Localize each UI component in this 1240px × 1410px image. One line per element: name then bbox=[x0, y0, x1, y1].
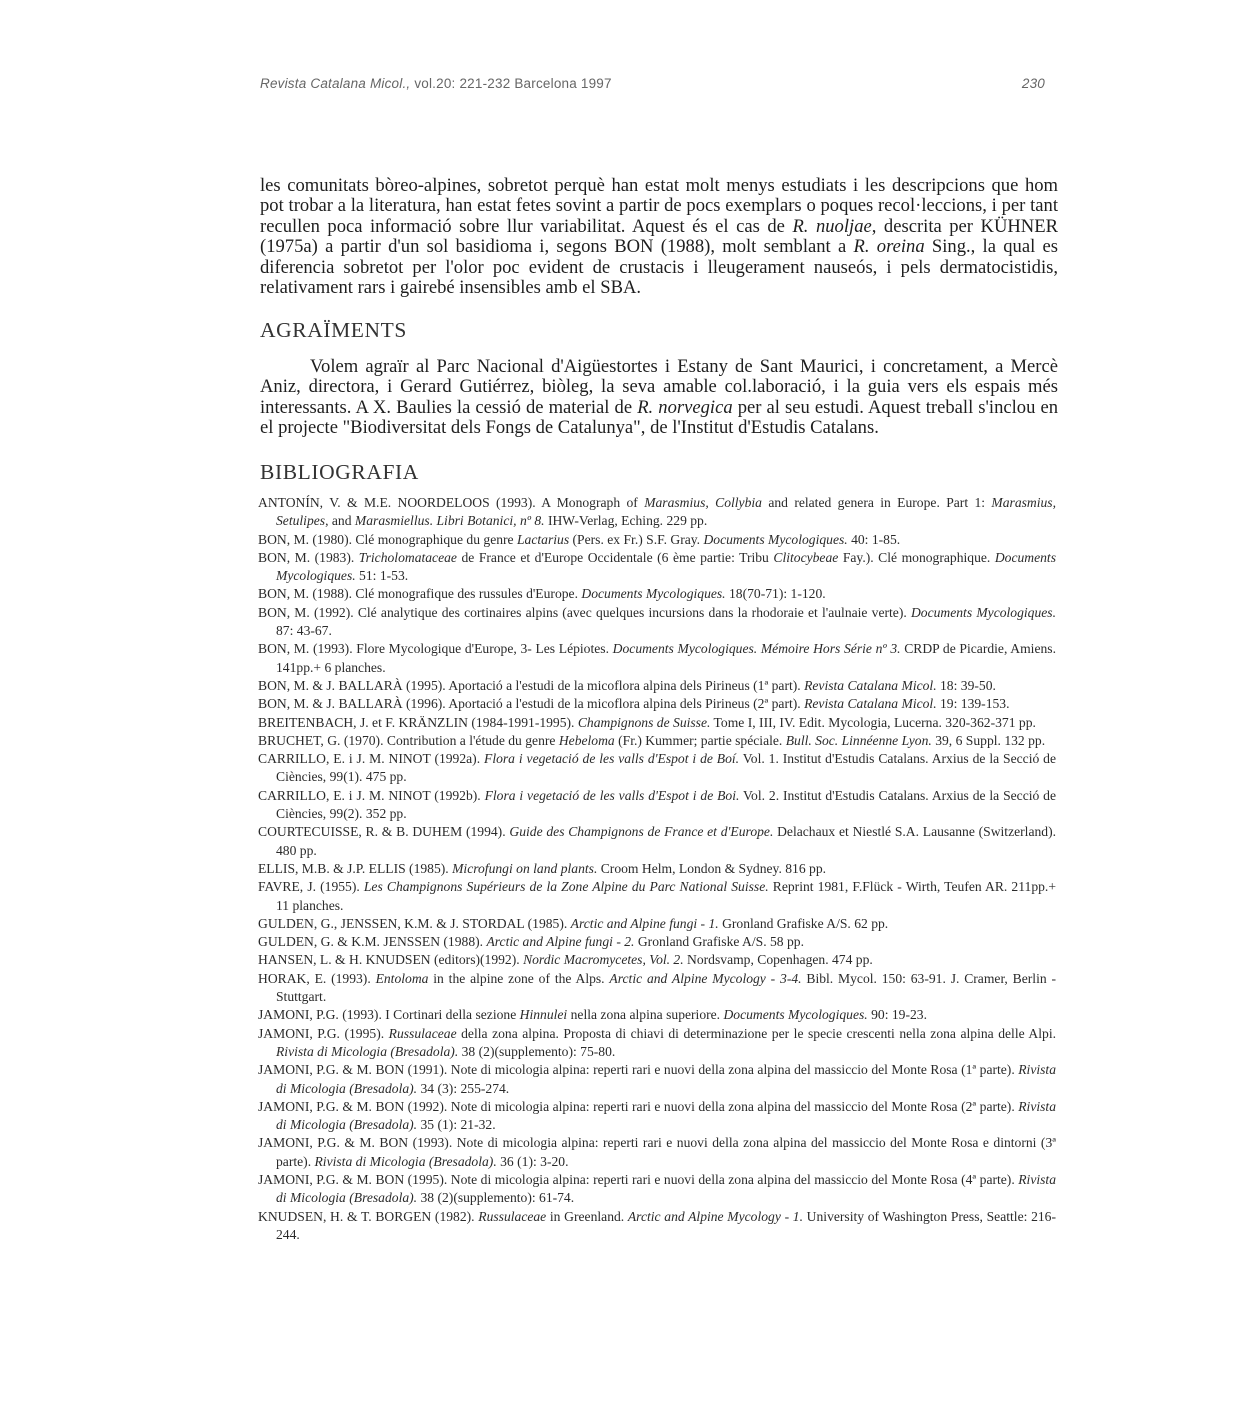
reference-entry bbox=[258, 1006, 1056, 1024]
reference-italic-text: Rivista di Micologia (Bresadola). bbox=[276, 1098, 1056, 1133]
reference-italic-text: Hinnulei bbox=[519, 1007, 568, 1023]
reference-text: 38 (2)(supplemento): 75-80. bbox=[458, 1043, 616, 1059]
reference-text: ELLIS, M.B. & J.P. ELLIS (1985). bbox=[258, 860, 453, 876]
reference-entry bbox=[258, 1171, 1056, 1208]
reference-text: in the alpine zone of the Alps. bbox=[428, 970, 610, 986]
page-number: 230 bbox=[1021, 76, 1045, 91]
reference-italic-text: Russulaceae bbox=[388, 1025, 457, 1041]
reference-entry bbox=[258, 732, 1056, 750]
reference-text: Reprint 1981, F.Flück - Wirth, Teufen AR. 211pp.+ 11 planches. bbox=[276, 879, 1056, 913]
reference-text: 40: 1-85. bbox=[847, 531, 901, 547]
reference-entry bbox=[258, 714, 1056, 732]
reference-text: JAMONI, P.G. & M. BON (1993). Note di micologia alpina: reperti rari e nuovi della zona alpina del massiccio del Monte Rosa e dintorni (3ª parte). bbox=[258, 1135, 1056, 1169]
reference-italic-text: Documents Mycologiques. Mémoire Hors Série nº 3. bbox=[612, 641, 901, 657]
reference-entry bbox=[258, 1208, 1056, 1245]
reference-italic-text: Clitocybeae bbox=[773, 549, 839, 565]
reference-text: 19: 139-153. bbox=[936, 696, 1010, 712]
reference-text: CARRILLO, E. i J. M. NINOT (1992b). bbox=[258, 787, 485, 803]
paragraph-italic-text: R. norvegica bbox=[637, 396, 733, 418]
paragraph-text: Sing., la qual es diferencia sobretot per l'olor poc evident de crustacis i lleugerament nauseós, i pels dermatocistidis, relativament rars i gairebé insensibles amb el SBA. bbox=[260, 236, 1058, 299]
reference-italic-text: Documents Mycologiques. bbox=[723, 1007, 868, 1023]
reference-italic-text: Lactarius bbox=[517, 531, 570, 547]
reference-text: BON, M. (1980). Clé monographique du genre bbox=[258, 531, 517, 547]
reference-text: BON, M. (1988). Clé monografique des russules d'Europe. bbox=[258, 586, 582, 602]
reference-italic-text: Arctic and Alpine fungi - 2. bbox=[486, 934, 635, 950]
reference-text: BREITENBACH, J. et F. KRÄNZLIN (1984-1991-1995). bbox=[258, 714, 578, 730]
reference-italic-text: Marasmius, Setulipes bbox=[276, 495, 1056, 529]
reference-entry bbox=[258, 549, 1056, 586]
reference-text: CRDP de Picardie, Amiens. 141pp.+ 6 planches. bbox=[276, 641, 1056, 675]
reference-text: , and bbox=[325, 513, 355, 529]
reference-text: BON, M. & J. BALLARÀ (1995). Aportació a l'estudi de la micoflora alpina dels Pirineus (1ª part). bbox=[258, 677, 805, 693]
reference-text: BON, M. (1983). bbox=[258, 549, 359, 565]
reference-italic-text: Rivista di Micologia (Bresadola). bbox=[276, 1043, 459, 1059]
reference-list bbox=[258, 494, 1056, 1244]
reference-entry bbox=[258, 951, 1056, 969]
reference-text: 39, 6 Suppl. 132 pp. bbox=[931, 732, 1046, 748]
reference-italic-text: Documents Mycologiques. bbox=[581, 586, 726, 602]
reference-text: IHW-Verlag, Eching. 229 pp. bbox=[544, 513, 708, 529]
reference-entry bbox=[258, 860, 1056, 878]
reference-italic-text: Revista Catalana Micol. bbox=[804, 677, 937, 693]
paragraph-italic-text: R. nuoljae bbox=[792, 215, 872, 237]
reference-text: COURTECUISSE, R. & B. DUHEM (1994). bbox=[258, 824, 510, 840]
acknowledgements-paragraph bbox=[260, 357, 1058, 439]
reference-entry bbox=[258, 787, 1056, 824]
reference-italic-text: Rivista di Micologia (Bresadola). bbox=[276, 1062, 1056, 1096]
reference-entry bbox=[258, 1134, 1056, 1171]
reference-text: (Pers. ex Fr.) S.F. Gray. bbox=[569, 531, 704, 547]
reference-italic-text: Revista Catalana Micol. bbox=[804, 696, 937, 712]
reference-text: nella zona alpina superiore. bbox=[567, 1007, 724, 1023]
reference-italic-text: Guide des Champignons de France et d'Europe. bbox=[509, 824, 774, 840]
reference-text: Vol. 2. Institut d'Estudis Catalans. Arxius de la Secció de Ciències, 99(2). 352 pp. bbox=[276, 787, 1057, 822]
reference-entry bbox=[258, 750, 1056, 787]
reference-text: 90: 19-23. bbox=[867, 1007, 927, 1023]
paragraph-text: per al seu estudi. Aquest treball s'inclou en el projecte "Biodiversitat dels Fongs de Catalunya", de l'Institut d'Estudis Catalans. bbox=[260, 396, 1058, 439]
reference-italic-text: Microfungi on land plants. bbox=[452, 860, 598, 876]
reference-text: and related genera in Europe. Part 1: bbox=[761, 495, 992, 510]
reference-text: 38 (2)(supplemento): 61-74. bbox=[417, 1190, 575, 1206]
reference-entry bbox=[258, 823, 1056, 860]
reference-italic-text: Flora i vegetació de les valls d'Espot i de Boí. bbox=[484, 751, 740, 767]
reference-italic-text: Marasmius, Collybia bbox=[644, 495, 762, 510]
reference-entry bbox=[258, 915, 1056, 933]
reference-italic-text: Entoloma bbox=[375, 970, 429, 986]
reference-text: BON, M. (1993). Flore Mycologique d'Europe, 3- Les Lépiotes. bbox=[258, 641, 613, 657]
running-header bbox=[260, 76, 1045, 98]
reference-text: 18: 39-50. bbox=[936, 677, 996, 693]
reference-italic-text: Marasmiellus. Libri Botanici, nº 8. bbox=[354, 513, 545, 529]
reference-text: 51: 1-53. bbox=[355, 568, 409, 584]
reference-text: Croom Helm, London & Sydney. 816 pp. bbox=[597, 860, 827, 876]
reference-italic-text: Russulaceae bbox=[478, 1208, 547, 1224]
reference-text: 18(70-71): 1-120. bbox=[725, 586, 826, 602]
reference-italic-text: Arctic and Alpine fungi - 1. bbox=[570, 915, 719, 931]
intro-paragraph bbox=[260, 176, 1058, 298]
reference-text: Vol. 1. Institut d'Estudis Catalans. Arxius de la Secció de Ciències, 99(1). 475 pp. bbox=[276, 751, 1056, 785]
reference-text: Tome I, III, IV. Edit. Mycologia, Lucerna. 320-362-371 pp. bbox=[710, 714, 1036, 730]
reference-text: HANSEN, L. & H. KNUDSEN (editors)(1992). bbox=[258, 952, 524, 968]
reference-italic-text: Tricholomataceae bbox=[358, 549, 457, 565]
reference-italic-text: Rivista di Micologia (Bresadola). bbox=[276, 1171, 1056, 1206]
reference-entry bbox=[258, 494, 1056, 531]
reference-text: GULDEN, G. & K.M. JENSSEN (1988). bbox=[258, 934, 487, 950]
reference-text: 87: 43-67. bbox=[276, 623, 332, 639]
reference-text: 34 (3): 255-274. bbox=[417, 1080, 510, 1096]
reference-text: Gronland Grafiske A/S. 62 pp. bbox=[718, 915, 889, 931]
reference-entry bbox=[258, 878, 1056, 915]
paragraph-italic-text: R. oreina bbox=[853, 236, 925, 258]
reference-text: (Fr.) Kummer; partie spéciale. bbox=[614, 732, 786, 748]
reference-text: 36 (1): 3-20. bbox=[496, 1153, 569, 1169]
reference-italic-text: Arctic and Alpine Mycology - 3-4. bbox=[609, 970, 802, 986]
reference-text: KNUDSEN, H. & T. BORGEN (1982). bbox=[258, 1208, 479, 1224]
reference-text: BRUCHET, G. (1970). Contribution a l'étude du genre bbox=[258, 732, 559, 748]
reference-entry bbox=[258, 531, 1056, 549]
reference-entry bbox=[258, 640, 1056, 677]
journal-name: Revista Catalana Micol., bbox=[260, 76, 411, 91]
reference-italic-text: Hebeloma bbox=[558, 732, 615, 748]
reference-text: Gronland Grafiske A/S. 58 pp. bbox=[634, 934, 804, 950]
bibliography-heading: BIBLIOGRAFIA bbox=[260, 460, 419, 484]
reference-text: Bibl. Mycol. 150: 63-91. J. Cramer, Berlin - Stuttgart. bbox=[276, 970, 1056, 1005]
acknowledgements-heading: AGRAÏMENTS bbox=[260, 318, 407, 342]
reference-text: Nordsvamp, Copenhagen. 474 pp. bbox=[683, 952, 873, 968]
reference-italic-text: Flora i vegetació de les valls d'Espot i de Boi. bbox=[484, 787, 740, 803]
reference-text: FAVRE, J. (1955). bbox=[258, 879, 364, 895]
paragraph-text: Volem agraïr al Parc Nacional d'Aigüestortes i Estany de Sant Maurici, i concretament, a Mercè Aniz, directora, i Gerard Gutiérrez, biòleg, la seva amable col.laboració, i la guia vers els espais més interessants. A X. Baulies la cessió de material de bbox=[260, 356, 1058, 418]
reference-text: ANTONÍN, V. & M.E. NOORDELOOS (1993). A Monograph of bbox=[258, 495, 645, 510]
reference-text: CARRILLO, E. i J. M. NINOT (1992a). bbox=[258, 751, 485, 767]
reference-italic-text: Arctic and Alpine Mycology - 1. bbox=[627, 1208, 803, 1224]
paragraph-text: les comunitats bòreo-alpines, sobretot perquè han estat molt menys estudiats i les descripcions que hom pot trobar a la literatura, han estat fetes sovint a partir de pocs exemplars o poques recol·leccions, i per tant recullen poca informació sobre llur variabilitat. Aquest és el cas de bbox=[260, 175, 1058, 237]
reference-text: BON, M. & J. BALLARÀ (1996). Aportació a l'estudi de la micoflora alpina dels Pirineus (2ª part). bbox=[258, 696, 805, 712]
reference-entry bbox=[258, 933, 1056, 951]
paragraph-text: , descrita per KÜHNER (1975a) a partir d'un sol basidioma i, segons BON (1988), molt semblant a bbox=[260, 215, 1058, 258]
reference-italic-text: Bull. Soc. Linnéenne Lyon. bbox=[785, 732, 932, 748]
reference-text: HORAK, E. (1993). bbox=[258, 970, 376, 986]
reference-text: de France et d'Europe Occidentale (6 ème partie: Tribu bbox=[456, 549, 774, 565]
reference-italic-text: Documents Mycologiques. bbox=[703, 531, 848, 547]
journal-citation: vol.20: 221-232 Barcelona 1997 bbox=[414, 76, 612, 91]
reference-text: JAMONI, P.G. & M. BON (1991). Note di micologia alpina: reperti rari e nuovi della zona alpina del massiccio del Monte Rosa (1ª parte). bbox=[258, 1062, 1019, 1078]
reference-italic-text: Les Champignons Supérieurs de la Zone Alpine du Parc National Suisse. bbox=[363, 879, 769, 895]
reference-entry bbox=[258, 970, 1056, 1007]
reference-text: della zona alpina. Proposta di chiavi di determinazione per le specie crescenti nella zona alpina delle Alpi. bbox=[456, 1025, 1056, 1041]
reference-text: Fay.). Clé monographique. bbox=[838, 549, 995, 565]
reference-entry bbox=[258, 1098, 1056, 1135]
reference-italic-text: Rivista di Micologia (Bresadola). bbox=[314, 1153, 497, 1169]
reference-entry bbox=[258, 677, 1056, 695]
reference-text: JAMONI, P.G. & M. BON (1992). Note di micologia alpina: reperti rari e nuovi della zona alpina del massiccio del Monte Rosa (2ª parte). bbox=[258, 1098, 1019, 1114]
reference-text: University of Washington Press, Seattle: 216-244. bbox=[276, 1208, 1056, 1242]
reference-entry bbox=[258, 1061, 1056, 1098]
reference-text: JAMONI, P.G. (1993). I Cortinari della sezione bbox=[258, 1007, 520, 1023]
reference-entry bbox=[258, 695, 1056, 713]
reference-italic-text: Nordic Macromycetes, Vol. 2. bbox=[523, 952, 684, 968]
reference-text: in Greenland. bbox=[546, 1208, 628, 1224]
reference-text: GULDEN, G., JENSSEN, K.M. & J. STORDAL (1985). bbox=[258, 915, 571, 931]
reference-italic-text: Champignons de Suisse. bbox=[577, 714, 711, 730]
reference-text: JAMONI, P.G. (1995). bbox=[258, 1025, 389, 1041]
reference-entry bbox=[258, 604, 1056, 641]
reference-text: BON, M. (1992). Clé analytique des cortinaires alpins (avec quelques incursions dans la rhodoraie et l'aulnaie verte). bbox=[258, 604, 911, 620]
reference-text: Delachaux et Niestlé S.A. Lausanne (Switzerland). 480 pp. bbox=[276, 824, 1057, 858]
reference-italic-text: Documents Mycologiques. bbox=[910, 604, 1056, 620]
reference-entry bbox=[258, 1025, 1056, 1062]
reference-italic-text: Documents Mycologiques. bbox=[276, 549, 1056, 584]
reference-text: 35 (1): 21-32. bbox=[417, 1117, 496, 1133]
reference-entry bbox=[258, 585, 1056, 603]
reference-text: JAMONI, P.G. & M. BON (1995). Note di micologia alpina: reperti rari e nuovi della zona alpina del massiccio del Monte Rosa (4ª parte). bbox=[258, 1171, 1019, 1187]
